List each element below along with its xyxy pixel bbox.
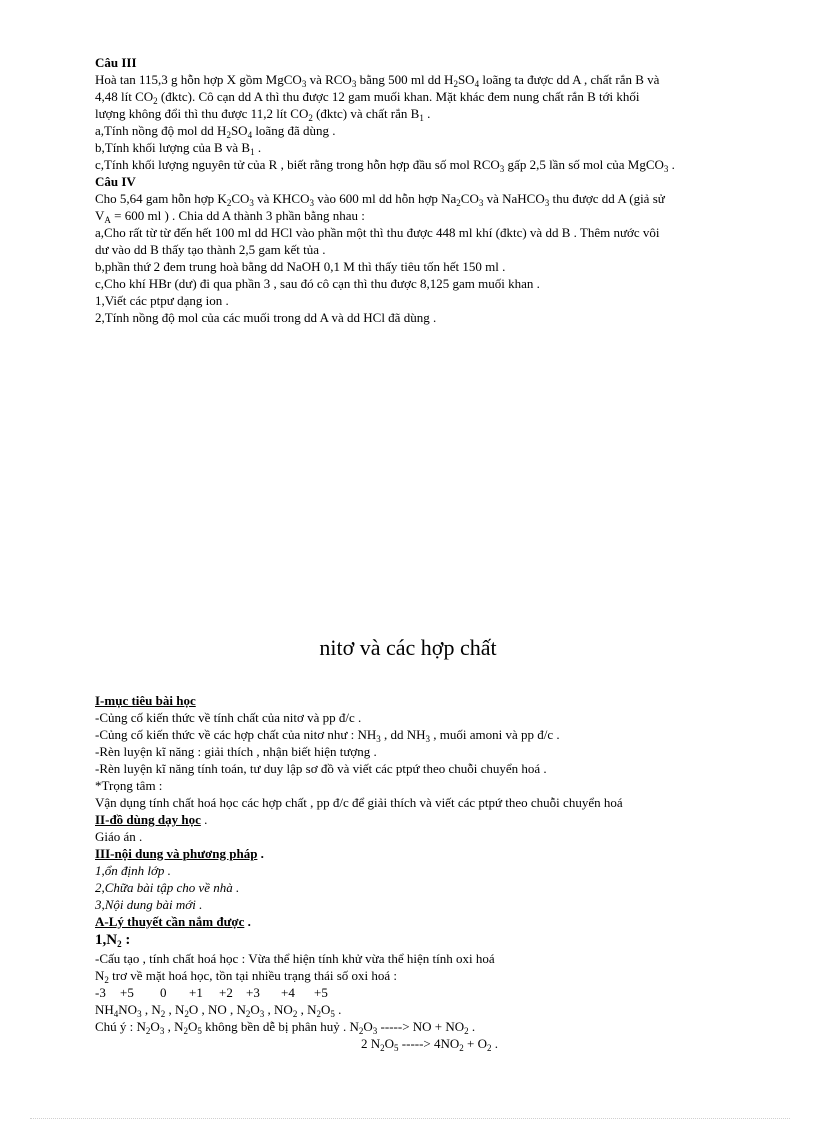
question-4-part-c: c,Cho khí HBr (dư) đi qua phần 3 , sau đó cô cạn thì thu được 8,125 gam muối khan . [95,276,540,291]
question-3-line: 4,48 lít $CO_2$ (đktc). Cô cạn dd A thì thu được 12 gam muối khan. Mặt khác đem nung chất rắn B tới khối [95,89,640,106]
lesson-block [95,692,735,1052]
content-heading: III-nội dung và phương pháp [95,846,258,861]
question-3-line: Hoà tan 115,3 g hỗn hợp X gồm MgCO$_3$ và $RCO_3$ bằng 500 ml dd $H_2SO_4$ loãng ta được dd A , chất rắn B và [95,72,660,89]
content-step: 2,Chữa bài tập cho về nhà . [95,880,240,895]
question-4-part-b: b,phần thứ 2 đem trung hoà bằng dd NaOH 0,1 M thì thấy tiêu tốn hết 150 ml . [95,259,506,274]
note-line: Chú ý : $N_2O_3$ , $N_2O_5$ không bền dễ bị phân huỷ . $N_2O_3$ -----> NO + $NO_2$ . [95,1019,476,1036]
nitrogen-compounds: $NH_4NO_3$ , $N_2$ , $N_2O$ , NO , $N_2O_3$ , $NO_2$ , $N_2O_5$ . [95,1002,342,1019]
content-step: 3,Nội dung bài mới . [95,897,203,912]
question-4-task-2: 2,Tính nồng độ mol của các muối trong dd A và dd HCl đã dùng . [95,310,437,325]
question-3-block [95,54,735,173]
content-step: 1,ổn định lớp . [95,863,171,878]
objective-item: -Củng cố kiến thức về các hợp chất của nitơ như : $NH_3$ , dd $NH_3$ , muối amoni và pp đ/c . [95,727,560,744]
question-3-part-a: a,Tính nồng độ mol dd $H_2SO_4$ loãng đã dùng . [95,123,336,140]
objective-item: -Rèn luyện kĩ năng tính toán, tư duy lập sơ đồ và viết các ptpứ theo chuỗi chuyển hoá . [95,761,547,776]
n2-heading: $1,N_2$ : [95,932,131,949]
theory-heading-line: A-Lý thuyết cần nắm được . [95,914,251,929]
objective-item: -Củng cố kiến thức về tính chất của nitơ và pp đ/c . [95,710,362,725]
oxidation-states: -3 +5 0 +1 +2 +3 +4 +5 [95,985,328,1000]
focus-label: *Trọng tâm : [95,778,163,793]
theory-heading: A-Lý thuyết cần nắm được [95,914,245,929]
question-3-line: lượng không đổi thì thu được 11,2 lít $CO_2$ (đktc) và chất rắn $B_1$ . [95,106,431,123]
question-3-part-c: c,Tính khối lượng nguyên tử của R , biết rằng trong hỗn hợp đầu số mol $RCO_3$ gấp 2,5 lần số mol của MgCO$_3$ . [95,157,675,174]
question-3-title: Câu III [95,55,137,70]
question-4-line: $V_A = 600$ ml ) . Chia dd A thành 3 phần bằng nhau : [95,208,365,225]
focus-text: Vận dụng tính chất hoá học các hợp chất , pp đ/c để giải thích và viết các ptpứ theo chuỗi chuyển hoá [95,795,623,810]
materials-heading: II-đồ dùng dạy học [95,812,201,827]
materials-item: Giáo án . [95,829,143,844]
question-4-line: dư vào dd B thấy tạo thành 2,5 gam kết tủa . [95,242,326,257]
question-4-block [95,173,735,326]
question-4-line: Cho 5,64 gam hỗn hợp $K_2CO_3$ và $KHCO_3$ vào 600 ml dd hỗn hợp $Na_2CO_3$ và NaHCO$_3$ thu được dd A (giả sử [95,191,665,208]
objective-item: -Rèn luyện kĩ năng : giải thích , nhận biết hiện tượng . [95,744,377,759]
section-title: nitơ và các hợp chất [319,635,497,660]
content-heading-line: III-nội dung và phương pháp . [95,846,264,861]
question-4-part-a: a,Cho rất từ từ đến hết 100 ml dd HCl vào phần một thì thu được 448 ml khí (đktc) và dd B . Thêm nước vôi [95,225,660,240]
question-3-part-b: b,Tính khối lượng của B và $B_1$ . [95,140,262,157]
reaction-line: 2 $N_2O_5$ -----> $4NO_2 + O_2$ . [361,1036,499,1053]
theory-line: -Cấu tạo , tính chất hoá học : Vừa thể hiện tính khử vừa thể hiện tính oxi hoá [95,951,495,966]
objectives-heading: I-mục tiêu bài học [95,693,196,708]
question-4-title: Câu IV [95,174,136,189]
page-footer-divider [30,1118,790,1119]
materials-heading-line: II-đồ dùng dạy học . [95,812,208,827]
theory-line: $N_2$ trơ về mặt hoá học, tồn tại nhiều trạng thái số oxi hoá : [95,968,398,985]
question-4-task-1: 1,Viết các ptpư dạng ion . [95,293,229,308]
